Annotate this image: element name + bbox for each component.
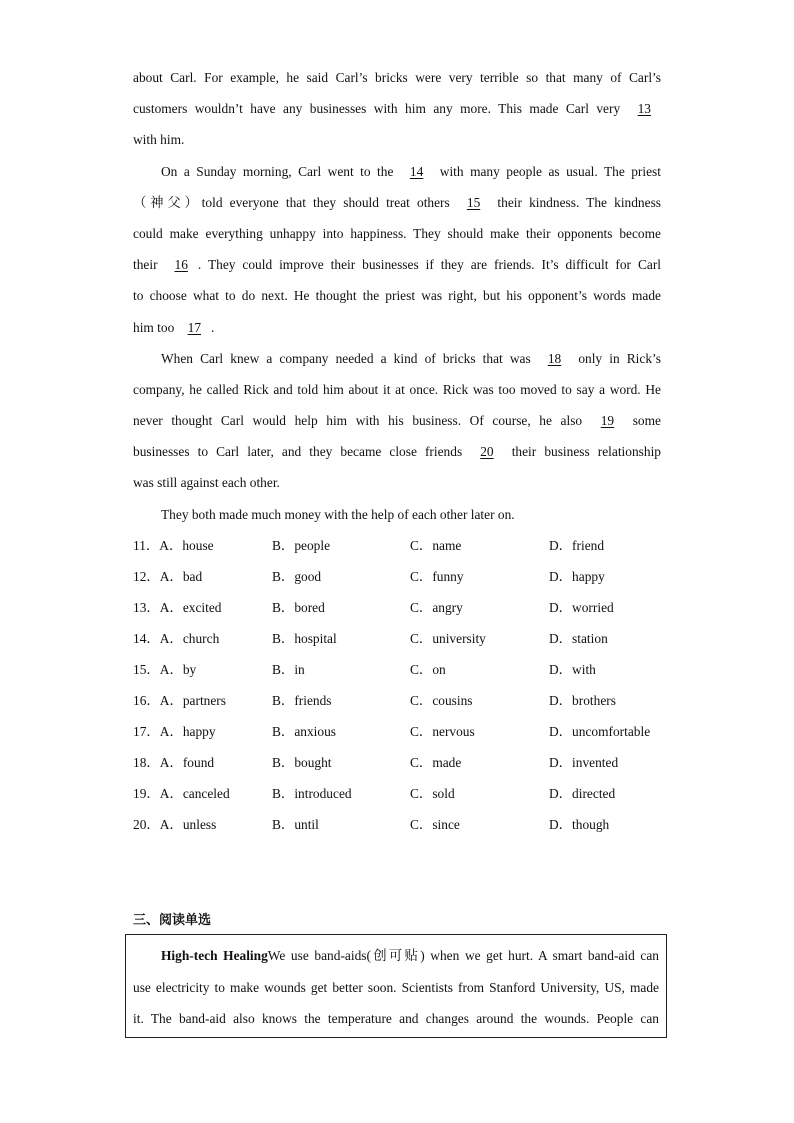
- option-text[interactable]: D．station: [549, 630, 608, 646]
- option-b: [272, 561, 321, 592]
- option-row: [133, 592, 661, 623]
- passage-text: never thought Carl would help him with his business. Of course, he also: [133, 413, 583, 429]
- passage-line: [133, 436, 661, 467]
- question-number: 11．: [133, 537, 160, 553]
- option-b: [272, 778, 352, 809]
- passage-line: [133, 405, 661, 436]
- option-d: [549, 623, 608, 654]
- section-title: 三、阅读单选: [133, 913, 212, 928]
- option-b: [272, 716, 336, 747]
- option-row: [133, 809, 661, 840]
- option-a: [133, 623, 219, 654]
- blank-18: 18: [547, 350, 562, 366]
- option-d: [549, 685, 616, 716]
- option-text[interactable]: B．people: [272, 537, 331, 553]
- question-number: 12．: [133, 568, 160, 584]
- option-text[interactable]: D．friend: [549, 537, 605, 553]
- option-row: [133, 561, 661, 592]
- option-text[interactable]: C．made: [410, 754, 462, 770]
- option-text[interactable]: D．directed: [549, 785, 616, 801]
- passage-text: .: [211, 319, 215, 335]
- passage-text: with many people as usual. The priest: [439, 163, 661, 179]
- option-row: [133, 778, 661, 809]
- question-number: 14．: [133, 630, 160, 646]
- question-number: 20．: [133, 816, 160, 832]
- option-row: [133, 654, 661, 685]
- option-d: [549, 530, 604, 561]
- question-number: 19．: [133, 785, 160, 801]
- option-text[interactable]: A．bad: [159, 568, 203, 584]
- passage-line: [133, 312, 661, 343]
- option-text[interactable]: D．invented: [549, 754, 619, 770]
- option-d: [549, 561, 605, 592]
- option-text[interactable]: A．happy: [159, 723, 216, 739]
- passage-line: [133, 343, 661, 374]
- option-text[interactable]: C．angry: [410, 599, 463, 615]
- option-text[interactable]: C．nervous: [410, 723, 475, 739]
- option-b: [272, 592, 325, 623]
- option-text[interactable]: B．bored: [272, 599, 325, 615]
- passage-line: to choose what to do next. He thought the priest was right, but his opponent’s words made: [133, 288, 661, 304]
- option-text[interactable]: D．happy: [549, 568, 605, 584]
- passage-line: They both made much money with the help of each other later on.: [161, 506, 515, 522]
- option-text[interactable]: B．in: [272, 661, 305, 677]
- reading-text: We use band-aids(创可贴) when we get hurt. A smart band-aid can: [267, 948, 659, 963]
- question-number: 18．: [133, 754, 160, 770]
- option-text[interactable]: A．by: [159, 661, 197, 677]
- option-a: [133, 809, 216, 840]
- option-b: [272, 809, 319, 840]
- passage-text: customers wouldn’t have any businesses with him any more. This made Carl very: [133, 101, 621, 117]
- option-a: [133, 716, 216, 747]
- passage-line: about Carl. For example, he said Carl’s bricks were very terrible so that many of Carl’s: [133, 70, 661, 85]
- option-text[interactable]: D．though: [549, 816, 610, 832]
- reading-line: use electricity to make wounds get better soon. Scientists from Stanford University, US, made: [133, 979, 659, 995]
- blank-17: 17: [187, 319, 202, 335]
- blank-14: 14: [409, 163, 424, 179]
- option-text[interactable]: C．on: [410, 661, 446, 677]
- option-c: [410, 716, 475, 747]
- passage-text: their: [133, 257, 158, 273]
- blank-20: 20: [480, 444, 494, 460]
- option-a: [133, 685, 226, 716]
- option-d: [549, 747, 618, 778]
- passage-text: businesses to Carl later, and they became close friends: [133, 444, 463, 460]
- option-text[interactable]: A．found: [159, 754, 215, 770]
- reading-line: [133, 940, 659, 972]
- option-row: [133, 685, 661, 716]
- reading-passage-box: [125, 934, 667, 1038]
- passage-text: （神父）told everyone that they should treat others: [133, 194, 450, 210]
- option-row: [133, 530, 661, 561]
- option-text[interactable]: A．house: [159, 537, 214, 553]
- option-c: [410, 623, 486, 654]
- option-d: [549, 809, 609, 840]
- option-row: [133, 747, 661, 778]
- option-d: [549, 778, 615, 809]
- option-text[interactable]: B．until: [272, 816, 319, 832]
- option-text[interactable]: A．unless: [159, 816, 217, 832]
- option-text[interactable]: D．with: [549, 661, 596, 677]
- option-text[interactable]: D．uncomfortable: [549, 723, 651, 739]
- option-text[interactable]: B．introduced: [272, 785, 352, 801]
- option-text[interactable]: C．funny: [410, 568, 464, 584]
- option-c: [410, 561, 464, 592]
- option-text[interactable]: A．partners: [159, 692, 226, 708]
- reading-heading: High-tech Healing: [161, 948, 268, 963]
- passage-text: some: [632, 413, 661, 429]
- option-a: [133, 654, 196, 685]
- answer-options: [133, 530, 661, 840]
- passage-text: only in Rick’s: [578, 350, 661, 366]
- option-c: [410, 654, 446, 685]
- blank-13: 13: [637, 101, 651, 117]
- option-text[interactable]: C．name: [410, 537, 462, 553]
- blank-16: 16: [174, 257, 188, 273]
- option-b: [272, 530, 330, 561]
- passage-text: . They could improve their businesses if they are friends. It’s difficult for Carl: [197, 257, 661, 273]
- option-b: [272, 747, 332, 778]
- passage-text: their business relationship: [511, 444, 661, 460]
- option-text[interactable]: D．worried: [549, 599, 614, 615]
- option-text[interactable]: B．bought: [272, 754, 332, 770]
- option-c: [410, 778, 455, 809]
- passage-text: On a Sunday morning, Carl went to the: [161, 163, 394, 179]
- reading-line: it. The band-aid also knows the temperature and changes around the wounds. People can: [133, 1011, 659, 1026]
- option-d: [549, 716, 650, 747]
- passage-text: their kindness. The kindness: [497, 194, 661, 210]
- question-number: 13．: [133, 599, 160, 615]
- option-text[interactable]: A．excited: [159, 599, 222, 615]
- passage-line: [133, 93, 661, 124]
- option-row: [133, 716, 661, 747]
- blank-19: 19: [600, 413, 615, 429]
- passage-text: him too: [133, 319, 175, 335]
- option-b: [272, 685, 332, 716]
- option-c: [410, 747, 461, 778]
- question-number: 16．: [133, 692, 160, 708]
- option-a: [133, 592, 222, 623]
- option-b: [272, 654, 305, 685]
- option-c: [410, 592, 463, 623]
- option-c: [410, 685, 473, 716]
- option-a: [133, 561, 202, 592]
- option-text[interactable]: A．canceled: [159, 785, 230, 801]
- option-text[interactable]: C．university: [410, 630, 486, 646]
- passage-line: could make everything unhappy into happiness. They should make their opponents become: [133, 225, 661, 241]
- passage-line: [133, 187, 661, 218]
- option-text[interactable]: A．church: [159, 630, 220, 646]
- passage-line: was still against each other.: [133, 475, 280, 491]
- option-c: [410, 809, 460, 840]
- option-text[interactable]: C．sold: [410, 785, 455, 801]
- option-a: [133, 530, 214, 561]
- blank-15: 15: [466, 194, 481, 210]
- option-text[interactable]: C．cousins: [410, 692, 473, 708]
- option-c: [410, 530, 461, 561]
- option-row: [133, 623, 661, 654]
- option-text[interactable]: B．hospital: [272, 630, 337, 646]
- option-b: [272, 623, 337, 654]
- option-text[interactable]: B．good: [272, 568, 322, 584]
- option-a: [133, 747, 214, 778]
- option-text[interactable]: B．friends: [272, 692, 332, 708]
- passage-line: [133, 156, 661, 187]
- option-text[interactable]: D．brothers: [549, 692, 616, 708]
- question-number: 17．: [133, 723, 160, 739]
- passage-line: company, he called Rick and told him about it at once. Rick was too moved to say a word. He: [133, 381, 661, 397]
- option-text[interactable]: B．anxious: [272, 723, 336, 739]
- option-a: [133, 778, 230, 809]
- option-text[interactable]: C．since: [410, 816, 460, 832]
- passage-line: with him.: [133, 132, 185, 148]
- question-number: 15．: [133, 661, 160, 677]
- option-d: [549, 654, 596, 685]
- passage-line: [133, 249, 661, 280]
- option-d: [549, 592, 614, 623]
- cloze-passage: [133, 62, 661, 840]
- passage-text: When Carl knew a company needed a kind of bricks that was: [161, 350, 531, 366]
